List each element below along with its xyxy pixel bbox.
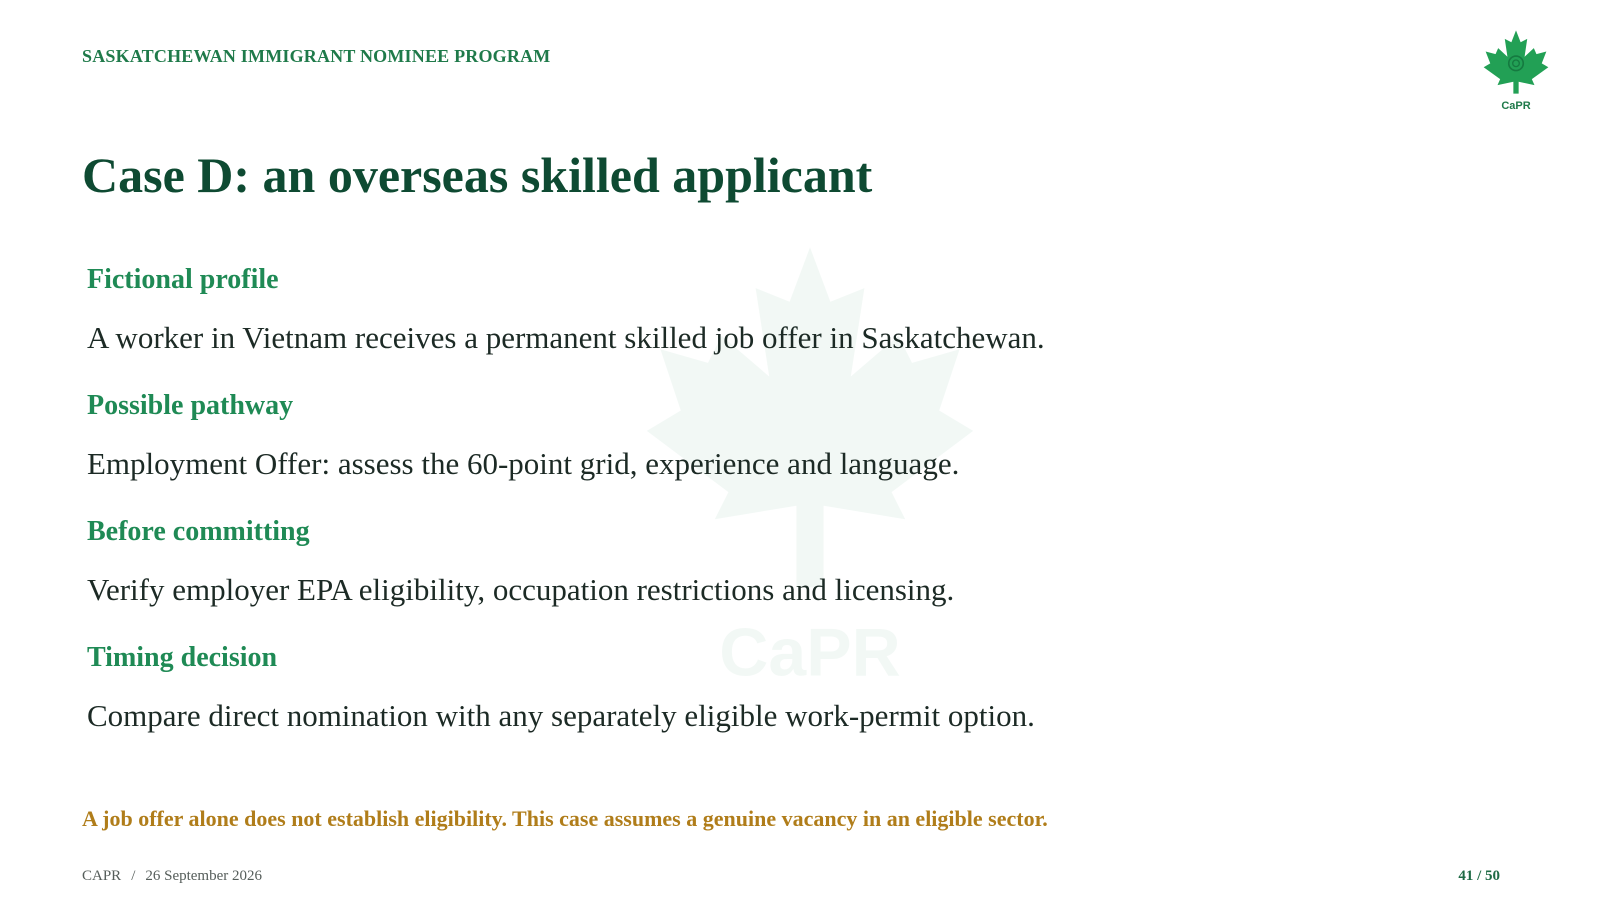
logo-text: CaPR xyxy=(1501,100,1531,112)
svg-text:CaPR: CaPR xyxy=(719,614,901,691)
section-before-committing xyxy=(87,514,1287,610)
case-sections xyxy=(87,262,1287,766)
section-heading: Timing decision xyxy=(87,642,278,673)
eligibility-note: A job offer alone does not establish eligibility. This case assumes a genuine vacancy in an eligible sector. xyxy=(82,806,1048,831)
footer-date: 26 September 2026 xyxy=(145,868,263,884)
maple-leaf-icon xyxy=(1483,28,1549,96)
section-profile xyxy=(87,262,1287,358)
section-body: Employment Offer: assess the 60-point grid, experience and language. xyxy=(87,446,960,481)
program-label: SASKATCHEWAN IMMIGRANT NOMINEE PROGRAM xyxy=(82,46,551,66)
footer-separator: / xyxy=(131,868,136,884)
section-heading: Fictional profile xyxy=(87,264,279,295)
section-body: Compare direct nomination with any separately eligible work-permit option. xyxy=(87,698,1035,733)
capr-logo xyxy=(1483,28,1549,118)
section-heading: Possible pathway xyxy=(87,390,294,421)
section-body: Verify employer EPA eligibility, occupation restrictions and licensing. xyxy=(87,572,955,607)
section-heading: Before committing xyxy=(87,516,310,547)
section-timing xyxy=(87,640,1287,736)
section-body: A worker in Vietnam receives a permanent skilled job offer in Saskatchewan. xyxy=(87,320,1045,355)
footer-meta xyxy=(82,868,262,885)
footer-org: CAPR xyxy=(82,868,122,884)
section-pathway xyxy=(87,388,1287,484)
page-title: Case D: an overseas skilled applicant xyxy=(82,147,873,203)
page-number: 41 / 50 xyxy=(1458,868,1500,884)
